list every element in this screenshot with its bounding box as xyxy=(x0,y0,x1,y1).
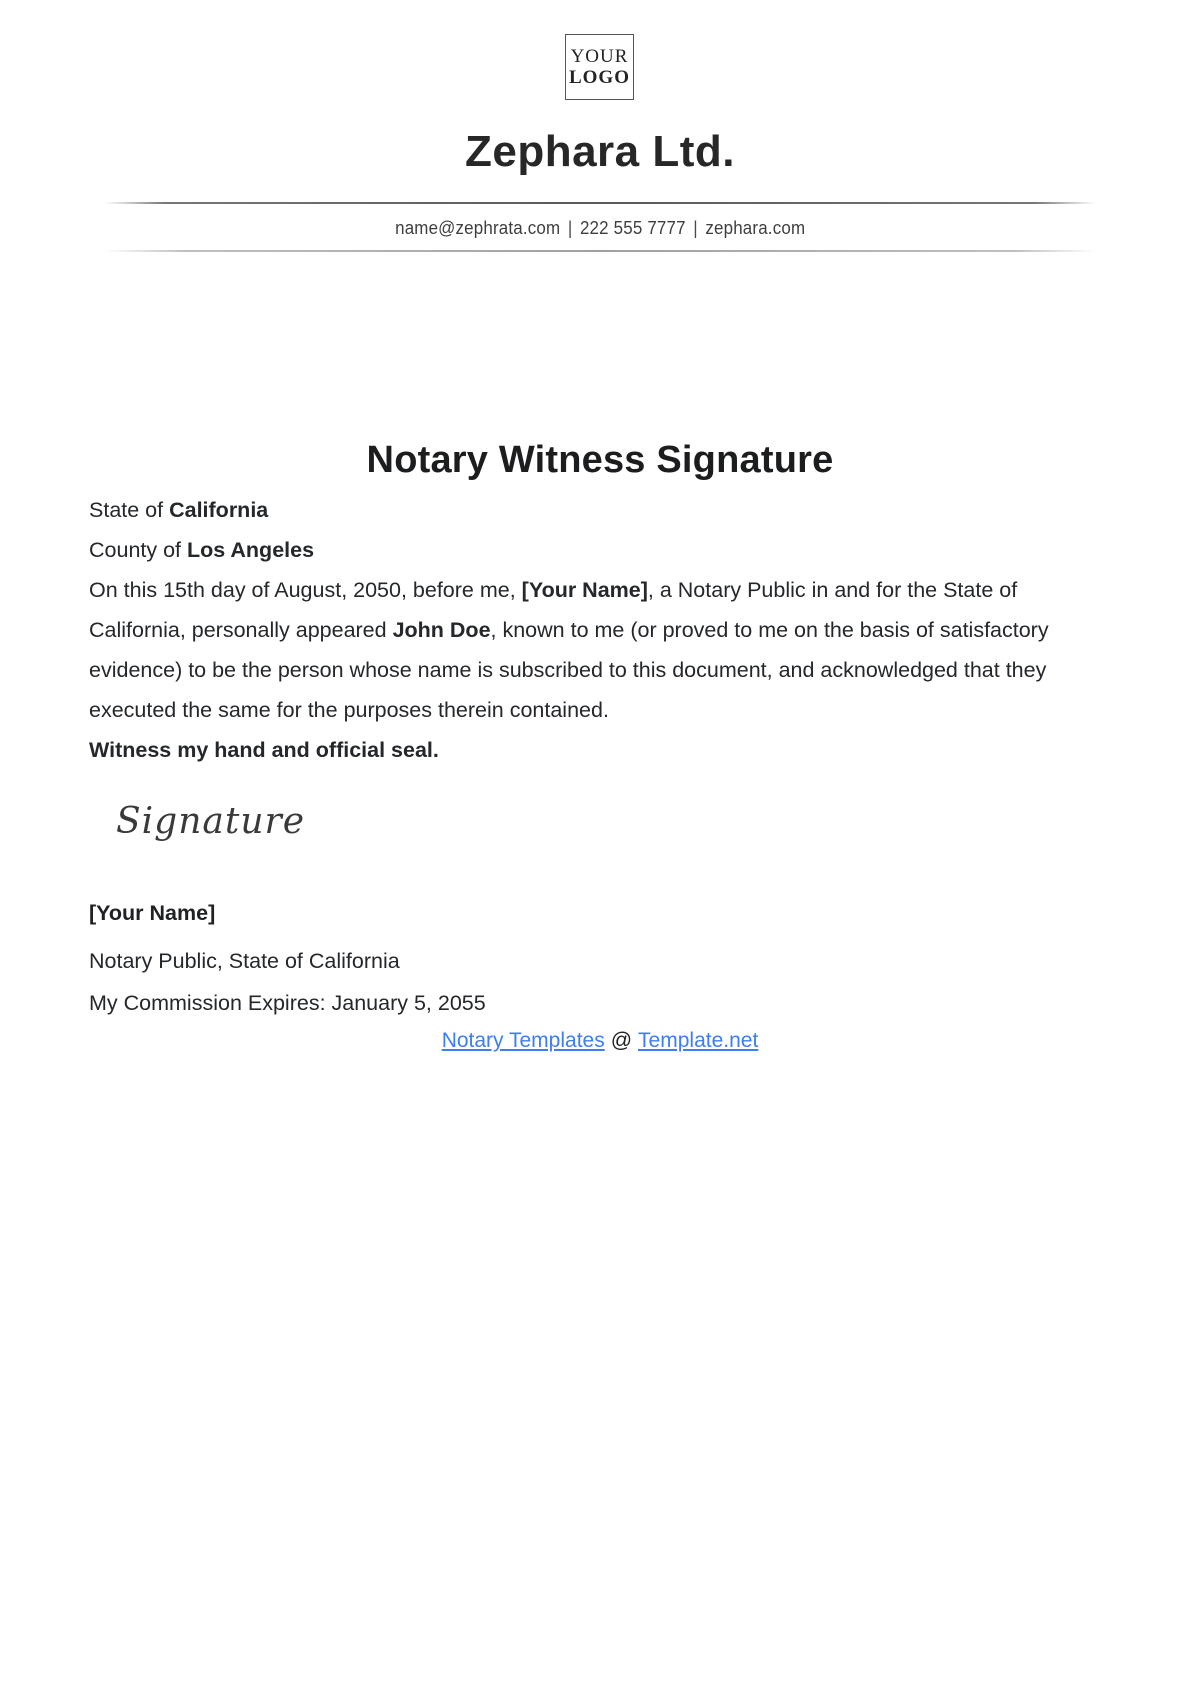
state-line: State of California xyxy=(89,498,269,522)
template-net-link[interactable]: Template.net xyxy=(638,1029,759,1052)
header-divider-bottom xyxy=(105,250,1095,252)
county-line: County of Los Angeles xyxy=(89,538,315,562)
contact-phone: 222 555 7777 xyxy=(579,218,686,238)
logo-text-logo: LOGO xyxy=(568,66,630,88)
signer-name: [Your Name] xyxy=(89,901,216,925)
contact-line xyxy=(0,217,1200,239)
commission-expiry-line: My Commission Expires: January 5, 2055 xyxy=(89,991,486,1015)
contact-separator-1: | xyxy=(567,218,573,238)
witness-line: Witness my hand and official seal. xyxy=(89,738,439,762)
notary-templates-link[interactable]: Notary Templates xyxy=(441,1029,605,1052)
contact-separator-2: | xyxy=(693,218,698,238)
logo-placeholder xyxy=(565,34,634,100)
signer-title: Notary Public, State of California xyxy=(89,949,400,973)
document-title: Notary Witness Signature xyxy=(366,439,834,481)
header-divider-top xyxy=(105,202,1095,204)
logo-text-your: YOUR xyxy=(570,45,629,67)
at-symbol: @ xyxy=(610,1029,633,1052)
contact-website: zephara.com xyxy=(705,218,806,238)
company-name: Zephara Ltd. xyxy=(464,127,736,176)
footer-links xyxy=(0,1026,1200,1056)
body-paragraph: On this 15th day of August, 2050, before me, [Your Name], a Notary Public in and for the State of California, personally appeared John Doe, known to me (or proved to me on the basis of satisfactory evidence) to be the person whose name is subscribed to this document, and acknowledged that they executed the same for the purposes therein contained. xyxy=(89,578,1049,722)
signature-script: Signature xyxy=(116,801,306,842)
contact-email: name@zephrata.com xyxy=(394,218,561,238)
document-body xyxy=(89,490,1099,770)
